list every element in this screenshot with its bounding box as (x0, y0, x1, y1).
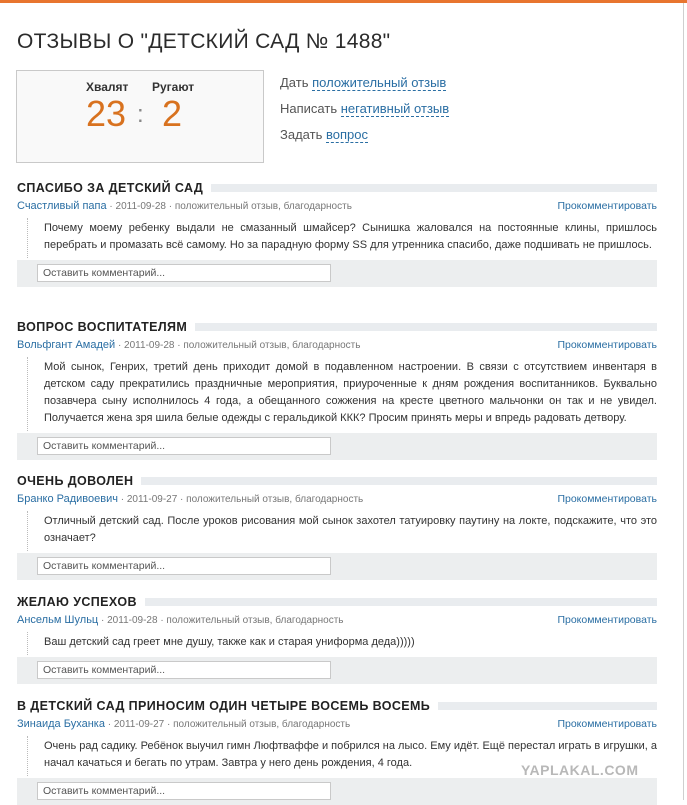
author-link[interactable]: Вольфгант Амадей (17, 339, 116, 351)
review-title: СПАСИБО ЗА ДЕТСКИЙ САД (17, 181, 211, 195)
review-date-tags: · 2011-09-27 · положительный отзыв, благодарность (120, 494, 364, 505)
scold-label: Ругают (152, 80, 195, 94)
comment-area (17, 553, 657, 580)
review-title: ОЧЕНЬ ДОВОЛЕН (17, 474, 141, 488)
comment-input[interactable]: Оставить комментарий... (37, 437, 331, 455)
review-item (17, 181, 657, 287)
page-title: ОТЗЫВЫ О "ДЕТСКИЙ САД № 1488" (17, 30, 391, 53)
review-date-tags: · 2011-09-27 · положительный отзыв, благодарность (107, 719, 351, 730)
comment-input[interactable]: Оставить комментарий... (37, 557, 331, 575)
positive-review-link[interactable]: положительный отзыв (312, 75, 447, 90)
scold-count: 2 (162, 93, 183, 134)
action-verb: Дать (280, 75, 309, 90)
comment-input[interactable]: Оставить комментарий... (37, 264, 331, 282)
watermark: YAPLAKAL.COM (521, 762, 639, 778)
review-meta (17, 493, 657, 509)
comment-link[interactable]: Прокомментировать (557, 200, 657, 212)
action-negative (280, 100, 449, 126)
review-title-row (17, 181, 657, 197)
comment-area (17, 778, 657, 805)
review-title-row (17, 595, 657, 611)
comment-area (17, 433, 657, 460)
negative-review-link[interactable]: негативный отзыв (340, 101, 450, 116)
review-item (17, 595, 657, 684)
review-item (17, 474, 657, 580)
comment-link[interactable]: Прокомментировать (557, 718, 657, 730)
comment-link[interactable]: Прокомментировать (557, 493, 657, 505)
review-text: Мой сынок, Генрих, третий день приходит домой в подавленном настроении. В связи с отсутствием инвентаря в детском саду прекратились праздничные мероприятия, приуроченные к дням рождения воспитанников. Буквально позавчера сыну исполнилось 4 года, а обещанного сожжения на кресте цветного мальчонки он так и не увидел. Получается жена зря шила белые одежды с геральдикой ККК? Просим принять меры и впредь радовать детвору. (27, 357, 657, 431)
review-date-tags: · 2011-09-28 · положительный отзыв, благодарность (101, 615, 344, 626)
review-meta (17, 339, 657, 355)
review-title-row (17, 699, 657, 715)
comment-input[interactable]: Оставить комментарий... (37, 782, 331, 800)
comment-input[interactable]: Оставить комментарий... (37, 661, 331, 679)
review-meta (17, 718, 657, 734)
score-separator: : (137, 101, 144, 128)
comment-area (17, 260, 657, 287)
review-title: В ДЕТСКИЙ САД ПРИНОСИМ ОДИН ЧЕТЫРЕ ВОСЕМЬ ВОСЕМЬ (17, 699, 438, 713)
review-title-row (17, 474, 657, 490)
comment-link[interactable]: Прокомментировать (557, 614, 657, 626)
author-link[interactable]: Зинаида Буханка (17, 718, 105, 730)
review-text: Очень рад садику. Ребёнок выучил гимн Люфтваффе и побрился на лысо. Ему идёт. Ещё перестал играть в игрушки, а начал качаться и бегать по утрам. Завтра у него день рождения, 4 года. (27, 736, 657, 776)
ask-question-link[interactable]: вопрос (325, 127, 368, 142)
comment-area (17, 657, 657, 684)
comment-link[interactable]: Прокомментировать (557, 339, 657, 351)
author-link[interactable]: Бранко Радивоевич (17, 493, 118, 505)
review-item (17, 699, 657, 805)
score-box (16, 70, 264, 163)
review-item (17, 320, 657, 460)
praise-label: Хвалят (86, 80, 129, 94)
praise-count: 23 (86, 93, 127, 134)
review-text: Почему моему ребенку выдали не смазанный шмайсер? Сынишка жаловался на постоянные клины, пришлось перебрать и промазать всё самому. Но за парадную форму SS для утренника спасибо, даже подшивать не пришлось. (27, 218, 657, 258)
review-date-tags: · 2011-09-28 · положительный отзыв, благодарность (109, 201, 352, 212)
review-text: Ваш детский сад греет мне душу, также как и старая униформа деда))))) (27, 632, 657, 655)
review-title: ВОПРОС ВОСПИТАТЕЛЯМ (17, 320, 195, 334)
author-link[interactable]: Ансельм Шульц (17, 614, 99, 626)
action-verb: Задать (280, 127, 323, 142)
review-actions (280, 74, 449, 152)
action-question (280, 126, 449, 152)
author-link[interactable]: Счастливый папа (17, 200, 107, 212)
review-title-row (17, 320, 657, 336)
review-meta (17, 614, 657, 630)
action-verb: Написать (280, 101, 338, 116)
action-positive (280, 74, 449, 100)
review-title: ЖЕЛАЮ УСПЕХОВ (17, 595, 145, 609)
review-date-tags: · 2011-09-28 · положительный отзыв, благодарность (117, 340, 361, 351)
review-text: Отличный детский сад. После уроков рисования мой сынок захотел татуировку паутину на локте, подскажите, что это означает? (27, 511, 657, 551)
review-meta (17, 200, 657, 216)
